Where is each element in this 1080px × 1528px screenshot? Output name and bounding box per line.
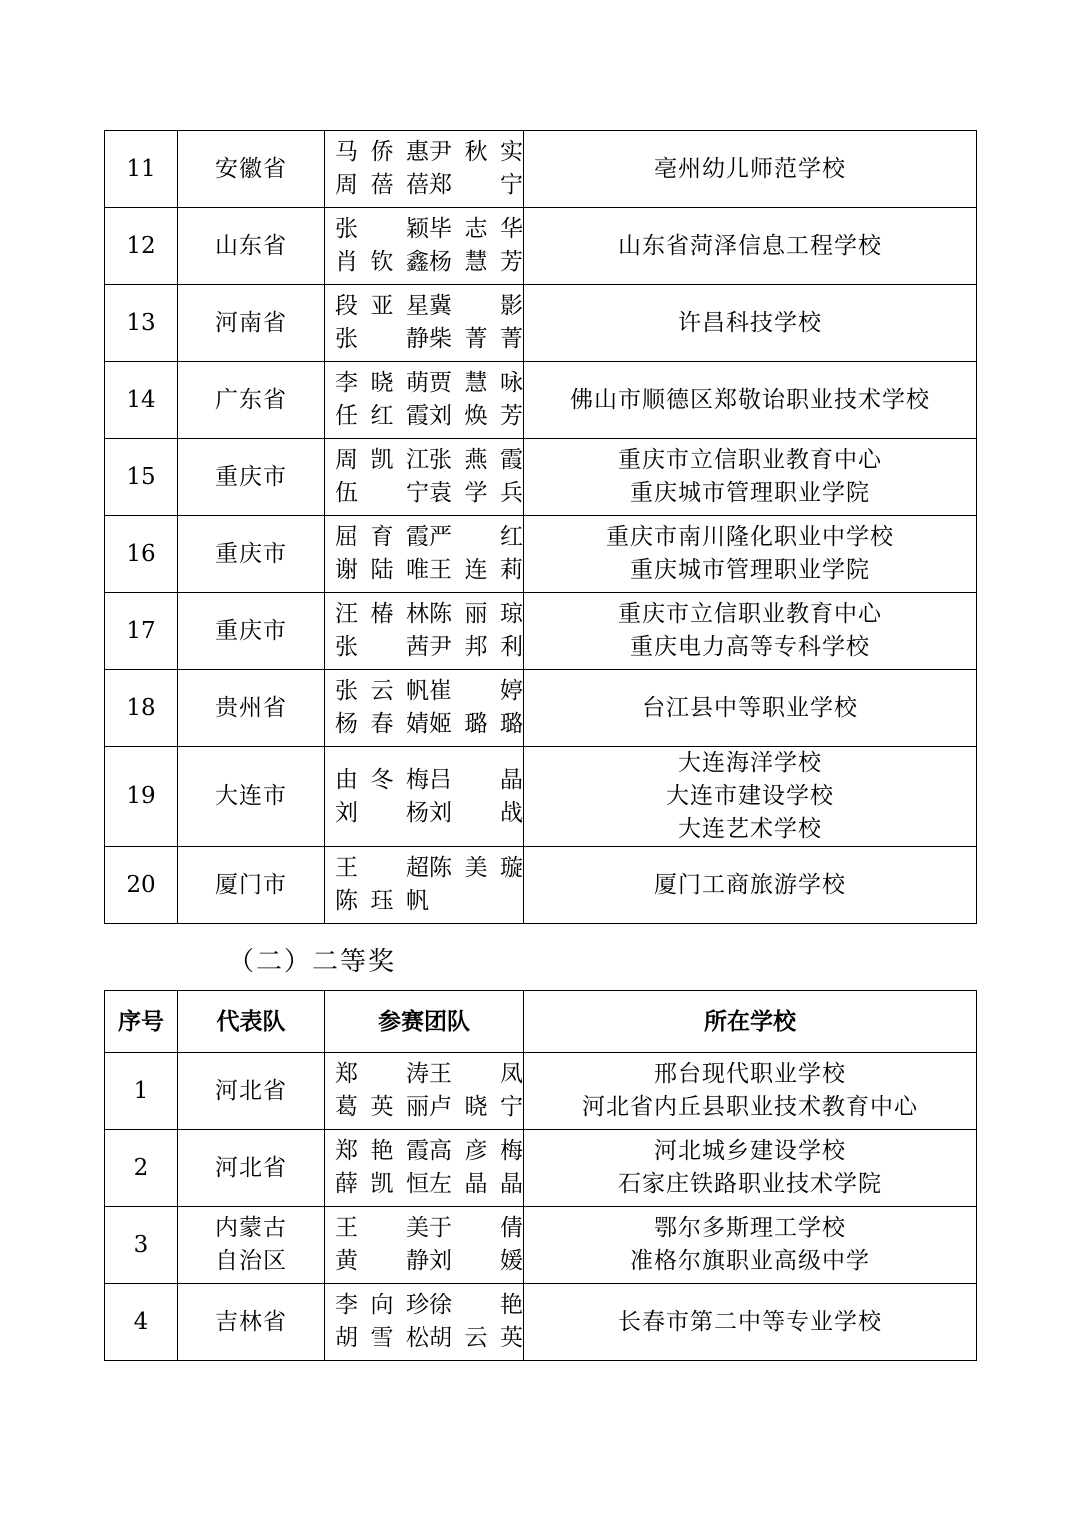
member-name: 谢陆唯	[335, 557, 429, 583]
member-list	[325, 1289, 523, 1355]
header-school: 所在学校	[524, 991, 977, 1053]
member-line	[325, 1245, 523, 1278]
member-line	[325, 764, 523, 797]
row-schools	[524, 593, 977, 670]
school-name: 准格尔旗职业高级中学	[630, 1248, 870, 1274]
row-number: 4	[105, 1284, 178, 1361]
member-name: 郑艳霞	[335, 1138, 429, 1164]
row-number: 16	[105, 516, 178, 593]
school-name: 长春市第二中等专业学校	[618, 1308, 882, 1335]
member-name: 袁学兵	[429, 480, 523, 506]
member-name: 胡雪松	[335, 1325, 429, 1351]
row-members	[325, 593, 524, 670]
member-name: 黄静	[335, 1248, 429, 1274]
section-title: （二）二等奖	[228, 947, 397, 977]
member-list	[325, 1135, 523, 1201]
member-name: 胡云英	[429, 1325, 523, 1351]
first-prize-table-body	[105, 131, 977, 924]
row-team	[178, 593, 325, 670]
school-name: 厦门工商旅游学校	[654, 871, 846, 898]
member-line	[325, 169, 523, 202]
member-name: 刘媛	[429, 1248, 523, 1274]
school-name: 鄂尔多斯理工学校	[654, 1215, 846, 1241]
member-name: 尹邦利	[429, 634, 523, 660]
row-team	[178, 1207, 325, 1284]
member-name: 薛凯恒	[335, 1171, 429, 1197]
row-team	[178, 670, 325, 747]
table-row	[105, 593, 977, 670]
member-name: 徐艳	[429, 1292, 523, 1318]
member-name: 王连莉	[429, 557, 523, 583]
school-name: 大连海洋学校	[678, 750, 822, 776]
member-name: 杨春婧	[335, 711, 429, 737]
table-row	[105, 747, 977, 847]
team-name-line: 自治区	[215, 1248, 287, 1274]
member-line	[325, 554, 523, 587]
school-name: 山东省菏泽信息工程学校	[618, 232, 882, 259]
member-line	[325, 1135, 523, 1168]
member-list	[325, 852, 523, 918]
member-list	[325, 213, 523, 279]
row-number: 17	[105, 593, 178, 670]
member-name: 李向珍	[335, 1292, 429, 1318]
table-row	[105, 285, 977, 362]
member-name: 周凯江	[335, 447, 429, 473]
member-name: 吕晶	[429, 766, 523, 793]
member-list	[325, 136, 523, 202]
member-line	[325, 675, 523, 708]
school-name: 河北城乡建设学校	[654, 1138, 846, 1164]
member-list	[325, 367, 523, 433]
school-name: 大连市建设学校	[666, 783, 834, 809]
member-list	[325, 764, 523, 830]
row-schools	[524, 208, 977, 285]
member-list	[325, 598, 523, 664]
row-number: 20	[105, 847, 178, 924]
row-number: 18	[105, 670, 178, 747]
member-line	[325, 885, 523, 918]
member-name: 王美	[335, 1215, 429, 1241]
school-name: 重庆城市管理职业学院	[630, 480, 870, 506]
row-members	[325, 670, 524, 747]
table-row	[105, 1130, 977, 1207]
row-members	[325, 208, 524, 285]
member-list	[325, 444, 523, 510]
second-prize-table	[104, 990, 977, 1361]
team-name-line: 厦门市	[215, 871, 287, 898]
header-members: 参赛团队	[325, 991, 524, 1053]
member-line	[325, 246, 523, 279]
school-name: 重庆城市管理职业学院	[630, 557, 870, 583]
member-name: 马侨惠	[335, 139, 429, 165]
member-name: 于倩	[429, 1215, 523, 1241]
member-list	[325, 1058, 523, 1124]
team-name-line: 贵州省	[215, 694, 287, 721]
member-name: 张茜	[335, 634, 429, 660]
member-list	[325, 675, 523, 741]
school-name: 亳州幼儿师范学校	[654, 155, 846, 182]
row-members	[325, 516, 524, 593]
member-line	[325, 708, 523, 741]
row-schools	[524, 1284, 977, 1361]
member-name: 由冬梅	[335, 766, 429, 793]
member-name: 汪椿林	[335, 601, 429, 627]
member-name: 葛英丽	[335, 1094, 429, 1120]
school-name: 台江县中等职业学校	[642, 694, 858, 721]
school-name: 重庆市南川隆化职业中学校	[606, 524, 894, 550]
row-schools	[524, 131, 977, 208]
row-team	[178, 208, 325, 285]
member-name: 任红霞	[335, 403, 429, 429]
member-line	[325, 367, 523, 400]
table-row	[105, 1053, 977, 1130]
table-row	[105, 847, 977, 924]
member-name: 陈珏帆	[335, 888, 429, 914]
member-name	[429, 885, 523, 918]
row-team	[178, 516, 325, 593]
row-schools	[524, 439, 977, 516]
row-schools	[524, 847, 977, 924]
header-no: 序号	[105, 991, 178, 1053]
member-list	[325, 290, 523, 356]
member-line	[325, 213, 523, 246]
member-name: 段亚星	[335, 293, 429, 319]
team-name-line: 河南省	[215, 309, 287, 336]
row-number: 14	[105, 362, 178, 439]
table-header-row	[105, 991, 977, 1053]
row-team	[178, 131, 325, 208]
member-line	[325, 1289, 523, 1322]
team-name-line: 安徽省	[215, 155, 287, 182]
school-name: 重庆电力高等专科学校	[630, 634, 870, 660]
table-row	[105, 131, 977, 208]
member-name: 贾慧咏	[429, 370, 523, 396]
member-name: 陈丽琼	[429, 601, 523, 627]
row-schools	[524, 1207, 977, 1284]
row-members	[325, 747, 524, 847]
row-schools	[524, 516, 977, 593]
school-name: 大连艺术学校	[678, 816, 822, 842]
member-line	[325, 631, 523, 664]
second-prize-table-body	[105, 1053, 977, 1361]
table-row	[105, 362, 977, 439]
member-line	[325, 1168, 523, 1201]
team-name-line: 大连市	[215, 783, 287, 809]
table-row	[105, 208, 977, 285]
member-name: 周蓓蓓	[335, 172, 429, 198]
team-name-line: 吉林省	[215, 1308, 287, 1335]
member-name: 郑宁	[429, 172, 523, 198]
row-schools	[524, 670, 977, 747]
team-name-line: 广东省	[215, 386, 287, 413]
member-line	[325, 1091, 523, 1124]
row-number: 11	[105, 131, 178, 208]
row-team	[178, 362, 325, 439]
team-name-line: 河北省	[215, 1154, 287, 1181]
member-name: 刘战	[429, 799, 523, 826]
row-members	[325, 1284, 524, 1361]
row-schools	[524, 747, 977, 847]
table-row	[105, 1284, 977, 1361]
row-number: 1	[105, 1053, 178, 1130]
table-row	[105, 439, 977, 516]
team-name-line: 重庆市	[215, 463, 287, 490]
row-number: 13	[105, 285, 178, 362]
member-line	[325, 400, 523, 433]
member-name: 刘杨	[335, 799, 429, 826]
member-name: 姬璐璐	[429, 711, 523, 737]
row-members	[325, 1053, 524, 1130]
member-name: 张燕霞	[429, 447, 523, 473]
member-name: 刘焕芳	[429, 403, 523, 429]
row-team	[178, 285, 325, 362]
table-row	[105, 670, 977, 747]
row-number: 3	[105, 1207, 178, 1284]
member-name: 尹秋实	[429, 139, 523, 165]
member-name: 李晓萌	[335, 370, 429, 396]
member-name: 毕志华	[429, 216, 523, 242]
row-team	[178, 1053, 325, 1130]
member-line	[325, 797, 523, 830]
team-name-line: 重庆市	[215, 617, 287, 644]
member-name: 高彦梅	[429, 1138, 523, 1164]
row-members	[325, 1130, 524, 1207]
member-line	[325, 521, 523, 554]
member-line	[325, 290, 523, 323]
row-members	[325, 285, 524, 362]
member-name: 张静	[335, 326, 429, 352]
member-line	[325, 598, 523, 631]
row-team	[178, 1284, 325, 1361]
member-line	[325, 444, 523, 477]
member-line	[325, 477, 523, 510]
member-name: 杨慧芳	[429, 249, 523, 275]
row-number: 2	[105, 1130, 178, 1207]
row-members	[325, 847, 524, 924]
team-name-line: 河北省	[215, 1077, 287, 1104]
row-number: 19	[105, 747, 178, 847]
row-schools	[524, 1130, 977, 1207]
member-name: 崔婷	[429, 678, 523, 704]
row-team	[178, 847, 325, 924]
school-name: 邢台现代职业学校	[654, 1061, 846, 1087]
member-name: 肖钦鑫	[335, 249, 429, 275]
row-team	[178, 439, 325, 516]
table-row	[105, 516, 977, 593]
row-team	[178, 1130, 325, 1207]
table-row	[105, 1207, 977, 1284]
member-name: 张颖	[335, 216, 429, 242]
header-team: 代表队	[178, 991, 325, 1053]
member-line	[325, 1322, 523, 1355]
member-list	[325, 521, 523, 587]
member-list	[325, 1212, 523, 1278]
team-name-line: 内蒙古	[215, 1215, 287, 1241]
row-number: 15	[105, 439, 178, 516]
member-name: 屈育霞	[335, 524, 429, 550]
row-members	[325, 362, 524, 439]
row-schools	[524, 362, 977, 439]
member-name: 王超	[335, 855, 429, 881]
member-line	[325, 323, 523, 356]
member-name: 严红	[429, 524, 523, 550]
member-name: 郑涛	[335, 1061, 429, 1087]
school-name: 重庆市立信职业教育中心	[618, 601, 882, 627]
row-team	[178, 747, 325, 847]
member-line	[325, 1058, 523, 1091]
member-name: 卢晓宁	[429, 1094, 523, 1120]
row-schools	[524, 1053, 977, 1130]
member-name: 张云帆	[335, 678, 429, 704]
team-name-line: 重庆市	[215, 540, 287, 567]
row-members	[325, 439, 524, 516]
member-name: 陈美璇	[429, 855, 523, 881]
school-name: 石家庄铁路职业技术学院	[618, 1171, 882, 1197]
member-line	[325, 852, 523, 885]
member-name: 冀影	[429, 293, 523, 319]
team-name-line: 山东省	[215, 232, 287, 259]
member-line	[325, 136, 523, 169]
school-name: 佛山市顺德区郑敬诒职业技术学校	[570, 386, 930, 413]
first-prize-table	[104, 130, 977, 924]
member-line	[325, 1212, 523, 1245]
school-name: 重庆市立信职业教育中心	[618, 447, 882, 473]
member-name: 柴菁菁	[429, 326, 523, 352]
member-name: 伍宁	[335, 480, 429, 506]
school-name: 河北省内丘县职业技术教育中心	[582, 1094, 918, 1120]
row-members	[325, 1207, 524, 1284]
school-name: 许昌科技学校	[678, 309, 822, 336]
row-members	[325, 131, 524, 208]
row-schools	[524, 285, 977, 362]
row-number: 12	[105, 208, 178, 285]
member-name: 王凤	[429, 1061, 523, 1087]
member-name: 左晶晶	[429, 1171, 523, 1197]
